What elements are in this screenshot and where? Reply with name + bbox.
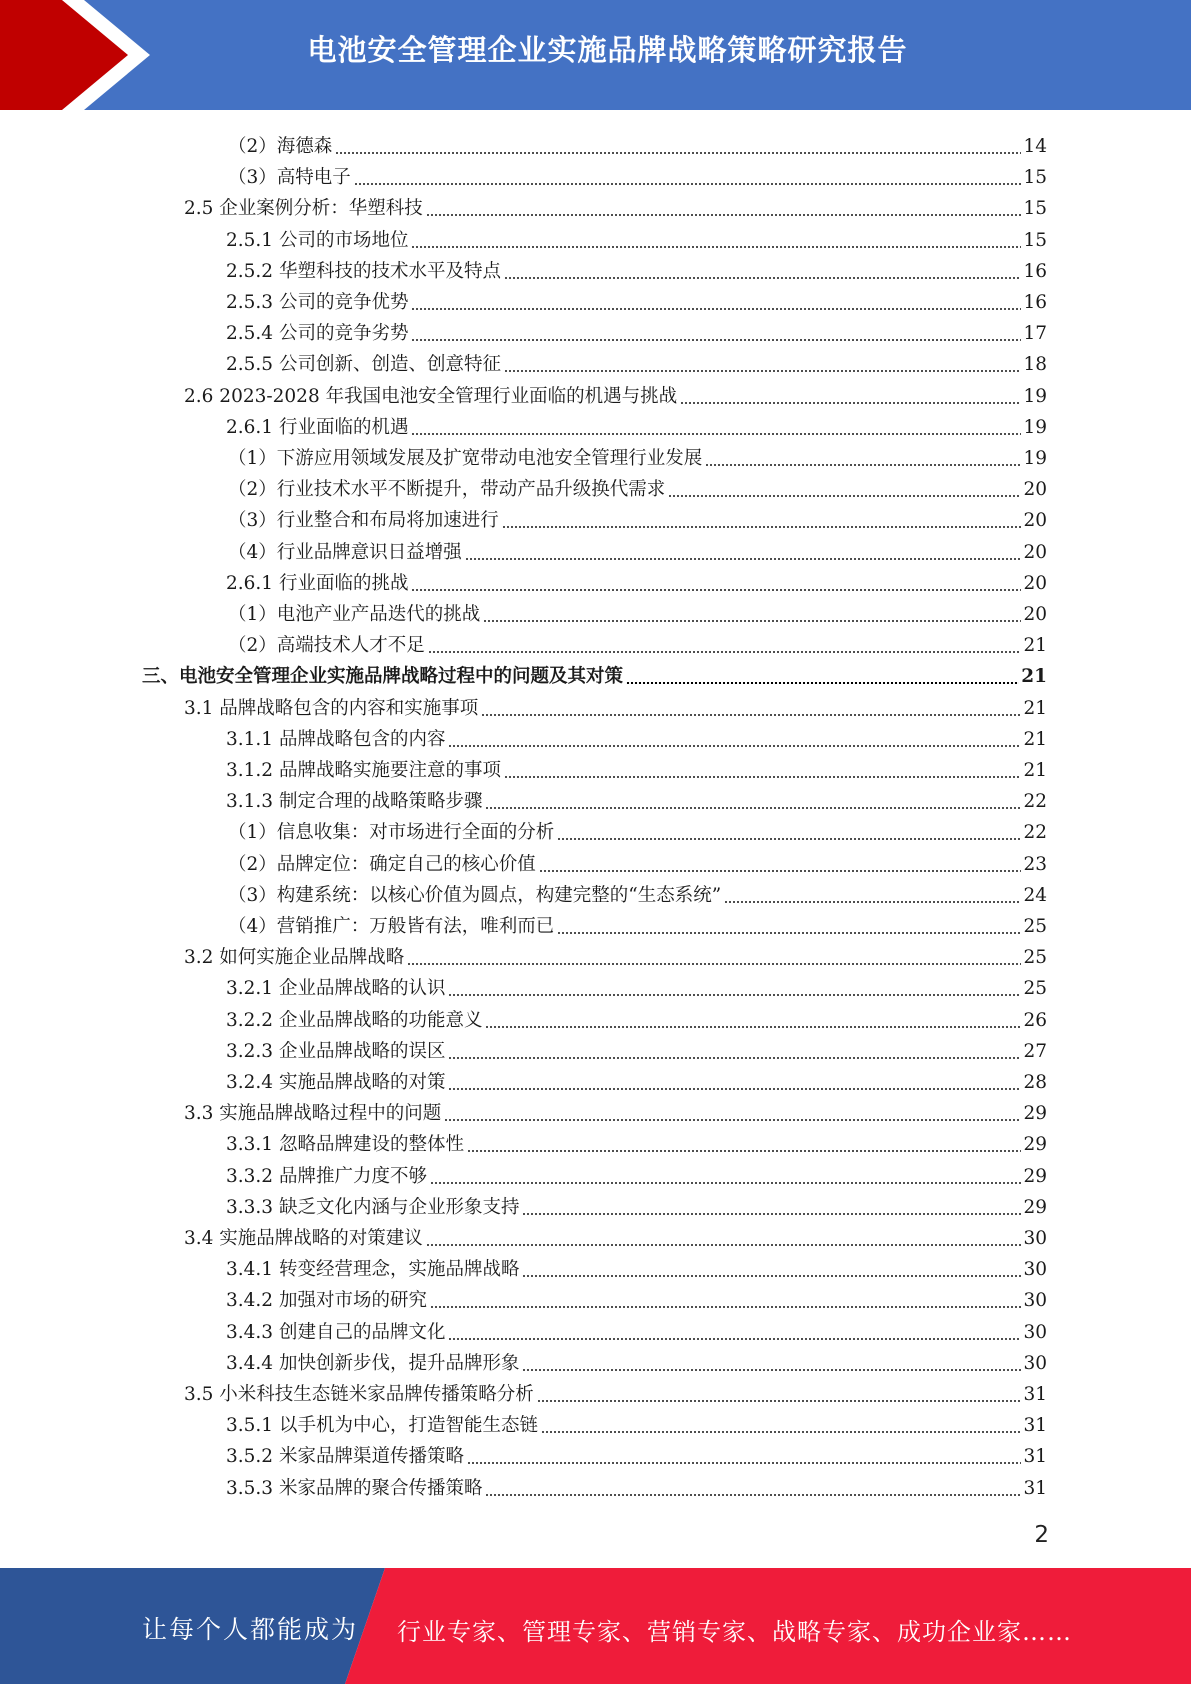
- toc-entry-title: 3.4.4 加快创新步伐，提升品牌形象: [226, 1352, 520, 1374]
- toc-entry-page: 27: [1023, 1040, 1047, 1062]
- toc-entry-title: （1）下游应用领域发展及扩宽带动电池安全管理行业发展: [228, 448, 703, 469]
- toc-entry-page: 21: [1023, 728, 1047, 750]
- toc-entry[interactable]: [226, 721, 1047, 752]
- toc-entry-page: 20: [1023, 541, 1047, 563]
- toc-dot-leader: [430, 1182, 1021, 1184]
- toc-entry[interactable]: [228, 596, 1047, 627]
- toc-entry-page: 16: [1023, 260, 1047, 282]
- toc-dot-leader: [430, 1306, 1021, 1308]
- toc-entry[interactable]: [226, 253, 1047, 284]
- toc-entry[interactable]: [228, 159, 1047, 190]
- toc-dot-leader: [407, 963, 1021, 965]
- toc-entry[interactable]: [226, 315, 1047, 346]
- toc-entry[interactable]: [184, 1095, 1047, 1126]
- toc-dot-leader: [465, 558, 1022, 560]
- toc-dot-leader: [668, 495, 1021, 497]
- toc-entry-title: （1）电池产业产品迭代的挑战: [228, 604, 481, 625]
- toc-entry-page: 29: [1023, 1165, 1047, 1187]
- toc-entry-page: 30: [1023, 1259, 1047, 1281]
- toc-entry-title: 3.4 实施品牌战略的对策建议: [184, 1228, 423, 1249]
- footer-slogan-right: 行业专家、管理专家、营销专家、战略专家、成功企业家……: [397, 1618, 1072, 1646]
- toc-entry-page: 21: [1023, 635, 1047, 657]
- toc-entry[interactable]: [226, 346, 1047, 377]
- toc-entry-page: 20: [1023, 604, 1047, 625]
- toc-entry[interactable]: [228, 846, 1047, 877]
- toc-entry-page: 20: [1023, 572, 1047, 594]
- toc-entry[interactable]: [226, 1064, 1047, 1095]
- toc-dot-leader: [483, 620, 1021, 622]
- toc-entry-title: 3.4.2 加强对市场的研究: [226, 1290, 427, 1312]
- toc-dot-leader: [467, 1150, 1021, 1152]
- toc-dot-leader: [539, 870, 1022, 872]
- toc-entry-title: （4）营销推广：万般皆有法，唯利而已: [228, 916, 555, 937]
- toc-dot-leader: [502, 526, 1022, 528]
- toc-entry[interactable]: [226, 222, 1047, 253]
- toc-entry[interactable]: [142, 658, 1047, 689]
- toc-entry-page: 30: [1023, 1321, 1047, 1343]
- toc-entry-title: 3.3.1 忽略品牌建设的整体性: [226, 1134, 464, 1156]
- toc-dot-leader: [485, 1026, 1021, 1028]
- toc-dot-leader: [522, 1275, 1021, 1277]
- toc-dot-leader: [705, 464, 1021, 466]
- toc-entry[interactable]: [228, 471, 1047, 502]
- toc-entry-page: 21: [1023, 697, 1047, 719]
- toc-entry[interactable]: [184, 190, 1047, 221]
- toc-entry-page: 17: [1023, 323, 1047, 345]
- toc-entry-title: 3.1.3 制定合理的战略策略步骤: [226, 791, 483, 813]
- toc-entry[interactable]: [184, 1376, 1047, 1407]
- toc-entry-page: 31: [1023, 1384, 1047, 1405]
- toc-entry[interactable]: [228, 128, 1047, 159]
- toc-entry-title: 3.1 品牌战略包含的内容和实施事项: [184, 697, 479, 719]
- footer-slogan-left: 让每个人都能成为: [142, 1615, 359, 1644]
- toc-dot-leader: [522, 1369, 1021, 1371]
- toc-entry-page: 29: [1023, 1103, 1047, 1125]
- toc-entry[interactable]: [226, 1158, 1047, 1189]
- toc-dot-leader: [626, 682, 1019, 684]
- toc-entry-title: （3）行业整合和布局将加速进行: [228, 510, 499, 532]
- toc-entry-title: 3.5.2 米家品牌渠道传播策略: [226, 1446, 464, 1468]
- toc-dot-leader: [504, 370, 1021, 372]
- toc-entry-title: 3.4.3 创建自己的品牌文化: [226, 1321, 446, 1343]
- toc-entry[interactable]: [228, 502, 1047, 533]
- toc-entry-title: 2.5.5 公司创新、创造、创意特征: [226, 354, 501, 376]
- toc-entry-title: 3.5.3 米家品牌的聚合传播策略: [226, 1477, 483, 1499]
- toc-entry[interactable]: [226, 1002, 1047, 1033]
- toc-entry-title: 3.1.2 品牌战略实施要注意的事项: [226, 760, 501, 781]
- page-header: [0, 0, 1191, 110]
- toc-entry-title: 三、电池安全管理企业实施品牌战略过程中的问题及其对策: [142, 666, 624, 688]
- toc-entry-page: 26: [1023, 1009, 1047, 1031]
- toc-entry-page: 28: [1023, 1072, 1047, 1093]
- toc-dot-leader: [448, 745, 1021, 747]
- toc-entry-page: 15: [1023, 229, 1047, 251]
- toc-entry[interactable]: [226, 1126, 1047, 1157]
- toc-dot-leader: [428, 651, 1022, 653]
- toc-entry[interactable]: [228, 627, 1047, 658]
- toc-entry-title: 3.5 小米科技生态链米家品牌传播策略分析: [184, 1384, 534, 1405]
- toc-entry[interactable]: [226, 752, 1047, 783]
- toc-entry-page: 21: [1021, 666, 1047, 688]
- toc-entry[interactable]: [226, 565, 1047, 596]
- toc-dot-leader: [680, 402, 1021, 404]
- toc-entry-page: 31: [1023, 1415, 1047, 1437]
- toc-dot-leader: [411, 246, 1021, 248]
- toc-entry-page: 24: [1023, 884, 1047, 906]
- toc-dot-leader: [354, 183, 1022, 185]
- toc-entry-page: 22: [1023, 791, 1047, 813]
- toc-dot-leader: [411, 339, 1021, 341]
- toc-entry[interactable]: [228, 877, 1047, 908]
- toc-dot-leader: [411, 433, 1021, 435]
- toc-entry-page: 29: [1023, 1196, 1047, 1218]
- toc-entry-title: 2.6.1 行业面临的机遇: [226, 416, 409, 438]
- report-title: 电池安全管理企业实施品牌战略策略研究报告: [307, 33, 908, 67]
- toc-dot-leader: [541, 1431, 1021, 1433]
- toc-entry-page: 21: [1023, 760, 1047, 781]
- toc-entry[interactable]: [226, 1189, 1047, 1220]
- toc-entry-page: 19: [1023, 416, 1047, 438]
- toc-dot-leader: [448, 994, 1021, 996]
- toc-entry[interactable]: [226, 1314, 1047, 1345]
- toc-entry-title: 2.5.3 公司的竞争优势: [226, 292, 409, 313]
- toc-entry[interactable]: [226, 1282, 1047, 1313]
- toc-dot-leader: [485, 1494, 1021, 1496]
- toc-entry[interactable]: [228, 440, 1047, 471]
- toc-entry-title: （2）高端技术人才不足: [228, 635, 425, 657]
- toc-dot-leader: [557, 932, 1021, 934]
- toc-entry-title: 2.6 2023-2028 年我国电池安全管理行业面临的机遇与挑战: [184, 385, 678, 407]
- toc-dot-leader: [557, 838, 1021, 840]
- toc-entry-page: 31: [1023, 1446, 1047, 1468]
- toc-dot-leader: [426, 214, 1022, 216]
- toc-entry-page: 25: [1023, 978, 1047, 1000]
- toc-entry-page: 16: [1023, 292, 1047, 313]
- toc-entry-title: （1）信息收集：对市场进行全面的分析: [228, 822, 555, 844]
- toc-entry-page: 22: [1023, 822, 1047, 844]
- toc-entry-page: 20: [1023, 479, 1047, 501]
- toc-dot-leader: [426, 1244, 1022, 1246]
- toc-entry-title: 2.5.4 公司的竞争劣势: [226, 323, 409, 345]
- toc-entry[interactable]: [226, 970, 1047, 1001]
- toc-entry-page: 19: [1023, 448, 1047, 469]
- toc-entry-title: 2.5.1 公司的市场地位: [226, 229, 409, 251]
- toc-entry-title: 3.3.3 缺乏文化内涵与企业形象支持: [226, 1196, 520, 1218]
- toc-dot-leader: [522, 1213, 1021, 1215]
- toc-entry[interactable]: [228, 908, 1047, 939]
- toc-entry-page: 19: [1023, 385, 1047, 407]
- toc-entry-title: 3.2.2 企业品牌战略的功能意义: [226, 1009, 483, 1031]
- toc-entry-title: 3.3.2 品牌推广力度不够: [226, 1165, 427, 1187]
- toc-entry-page: 29: [1023, 1134, 1047, 1156]
- toc-entry-title: （4）行业品牌意识日益增强: [228, 541, 462, 563]
- toc-entry-title: 3.2.4 实施品牌战略的对策: [226, 1072, 446, 1093]
- toc-entry-title: （3）构建系统：以核心价值为圆点，构建完整的“生态系统”: [228, 884, 722, 906]
- toc-entry[interactable]: [226, 1251, 1047, 1282]
- toc-entry-title: 3.2.1 企业品牌战略的认识: [226, 978, 446, 1000]
- toc-entry-page: 25: [1023, 947, 1047, 969]
- toc-entry-title: （2）海德森: [228, 136, 333, 157]
- toc-entry-title: 3.1.1 品牌战略包含的内容: [226, 728, 446, 750]
- toc-dot-leader: [411, 589, 1021, 591]
- toc-dot-leader: [504, 776, 1021, 778]
- toc-dot-leader: [481, 714, 1021, 716]
- toc-entry-title: 3.4.1 转变经营理念，实施品牌战略: [226, 1259, 520, 1281]
- toc-dot-leader: [335, 152, 1021, 154]
- toc-entry-page: 31: [1023, 1477, 1047, 1499]
- toc-entry-page: 23: [1023, 853, 1047, 875]
- toc-entry-title: 2.5 企业案例分析：华塑科技: [184, 198, 423, 220]
- toc-entry-title: （3）高特电子: [228, 167, 351, 189]
- toc-entry-page: 18: [1023, 354, 1047, 376]
- toc-entry[interactable]: [226, 1345, 1047, 1376]
- toc-entry[interactable]: [226, 1470, 1047, 1501]
- toc-entry-page: 15: [1023, 167, 1047, 189]
- toc-entry[interactable]: [226, 409, 1047, 440]
- toc-entry[interactable]: [228, 534, 1047, 565]
- toc-entry-title: 2.5.2 华塑科技的技术水平及特点: [226, 260, 501, 282]
- toc-dot-leader: [467, 1462, 1021, 1464]
- toc-entry-title: 3.3 实施品牌战略过程中的问题: [184, 1103, 442, 1125]
- toc-dot-leader: [448, 1057, 1021, 1059]
- toc-dot-leader: [724, 901, 1021, 903]
- toc-dot-leader: [485, 807, 1021, 809]
- toc-entry[interactable]: [226, 284, 1047, 315]
- toc-entry-page: 20: [1023, 510, 1047, 532]
- toc-entry[interactable]: [184, 690, 1047, 721]
- toc-entry-page: 30: [1023, 1352, 1047, 1374]
- toc-entry-title: 3.2 如何实施企业品牌战略: [184, 947, 405, 969]
- toc-entry-page: 15: [1023, 198, 1047, 220]
- toc-entry-title: 2.6.1 行业面临的挑战: [226, 572, 409, 594]
- toc-entry-page: 30: [1023, 1290, 1047, 1312]
- toc-dot-leader: [537, 1400, 1022, 1402]
- toc-entry-title: （2）行业技术水平不断提升，带动产品升级换代需求: [228, 479, 666, 501]
- toc-entry-title: 3.2.3 企业品牌战略的误区: [226, 1040, 446, 1062]
- toc-entry[interactable]: [226, 1407, 1047, 1438]
- toc-dot-leader: [448, 1088, 1021, 1090]
- toc-entry[interactable]: [184, 1220, 1047, 1251]
- toc-entry[interactable]: [226, 783, 1047, 814]
- toc-entry-page: 30: [1023, 1228, 1047, 1249]
- toc-entry-title: （2）品牌定位：确定自己的核心价值: [228, 853, 536, 875]
- toc-entry[interactable]: [184, 939, 1047, 970]
- toc-dot-leader: [448, 1338, 1021, 1340]
- toc-dot-leader: [444, 1119, 1021, 1121]
- toc-entry[interactable]: [184, 378, 1047, 409]
- toc-entry-page: 14: [1023, 136, 1047, 157]
- toc-dot-leader: [504, 277, 1021, 279]
- page-footer: [0, 1568, 1191, 1684]
- toc-dot-leader: [411, 308, 1021, 310]
- toc-entry[interactable]: [228, 814, 1047, 845]
- toc-entry-page: 25: [1023, 916, 1047, 937]
- toc-entry-title: 3.5.1 以手机为中心，打造智能生态链: [226, 1415, 538, 1437]
- toc-entry[interactable]: [226, 1033, 1047, 1064]
- page-number: 2: [1034, 1522, 1049, 1548]
- toc-entry[interactable]: [226, 1438, 1047, 1469]
